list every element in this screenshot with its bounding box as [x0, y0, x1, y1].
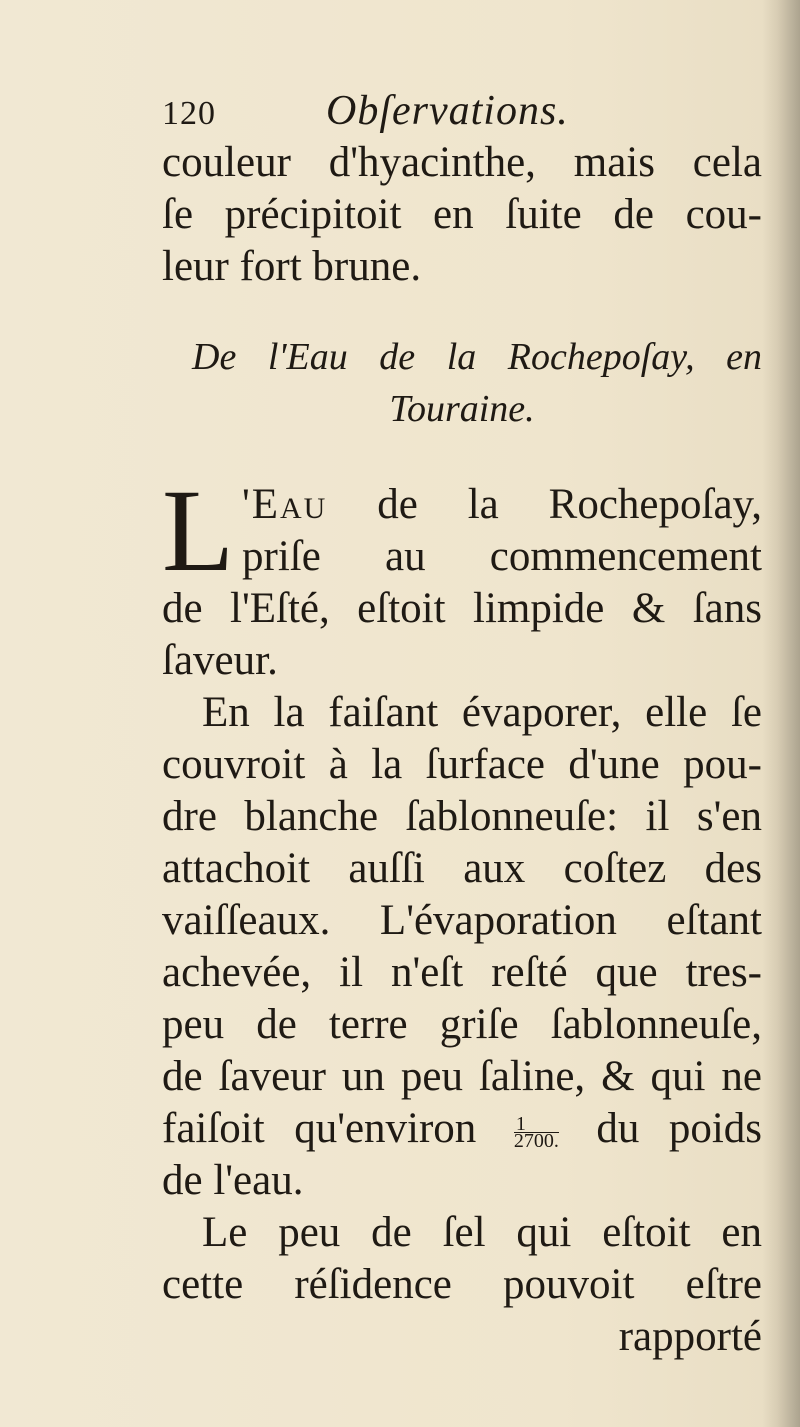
- paragraph: [162, 1207, 762, 1311]
- fraction: [513, 1112, 559, 1152]
- text-line: achevée, il n'eſt reſté que tres-: [162, 949, 762, 996]
- small-caps-word: 'Eau: [242, 481, 328, 528]
- fraction-numerator: 1: [514, 1116, 559, 1133]
- text-line: ſe précipitoit en ſuite de cou-: [162, 191, 762, 238]
- paragraph: [162, 687, 762, 1207]
- text-line: de ſaveur un peu ſaline, & qui ne: [162, 1053, 762, 1100]
- drop-cap: L: [162, 465, 235, 596]
- text-fragment: de la Rochepoſay,: [377, 481, 762, 528]
- text-line: couleur d'hyacinthe, mais cela: [162, 139, 762, 186]
- section-heading-line: De l'Eau de la Rochepoſay, en: [192, 336, 762, 378]
- page-text: [162, 85, 762, 1363]
- section-heading-line: Touraine.: [389, 388, 535, 430]
- text-line: vaiſſeaux. L'évaporation eſtant: [162, 897, 762, 944]
- text-line: de l'eau.: [162, 1157, 304, 1204]
- text-line: de l'Eſté, eſtoit limpide & ſans: [162, 585, 762, 632]
- text-line: dre blanche ſablonneuſe: il s'en: [162, 793, 762, 840]
- text-line: ſaveur.: [162, 637, 278, 684]
- running-title: Obſervations.: [326, 88, 569, 134]
- text-line: attachoit auſſi aux coſtez des: [162, 845, 762, 892]
- text-line: leur fort brune.: [162, 243, 422, 290]
- running-header: [162, 85, 762, 137]
- section-heading: [162, 333, 762, 433]
- text-line: priſe au commencement: [242, 533, 762, 580]
- text-fragment: du poids: [596, 1105, 762, 1152]
- text-line: Le peu de ſel qui eſtoit en: [202, 1209, 762, 1256]
- page-gutter-shadow: [762, 0, 800, 1427]
- text-line: couvroit à la ſurface d'une pou-: [162, 741, 762, 788]
- text-line: peu de terre griſe ſablonneuſe,: [162, 1001, 762, 1048]
- text-line: [162, 1103, 762, 1155]
- text-line: [162, 479, 762, 531]
- text-fragment: faiſoit qu'environ: [162, 1105, 477, 1152]
- catchword: rapporté: [618, 1313, 762, 1360]
- fraction-denominator: 2700.: [513, 1129, 559, 1152]
- text-line: En la faiſant évaporer, elle ſe: [202, 689, 762, 736]
- page-number: 120: [162, 95, 216, 132]
- paragraph: [162, 465, 762, 687]
- text-line: cette réſidence pouvoit eſtre: [162, 1261, 762, 1308]
